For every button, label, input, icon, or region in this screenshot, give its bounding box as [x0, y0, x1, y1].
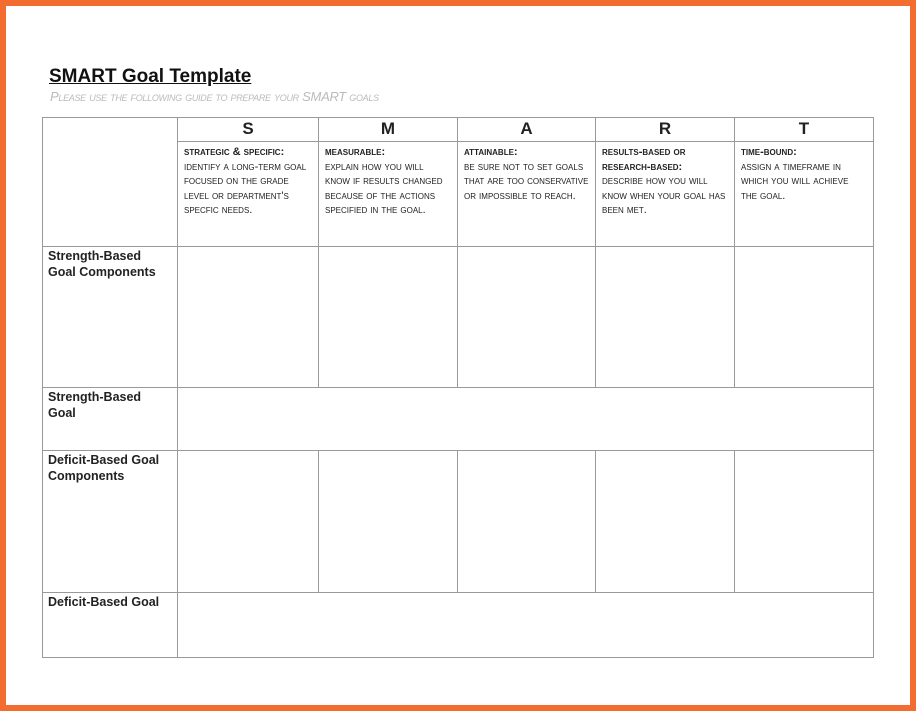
entry-cell[interactable] — [178, 451, 319, 593]
criteria-heading: attainable: — [464, 146, 518, 158]
row-label: Deficit-Based Goal Components — [42, 451, 178, 593]
entry-cell[interactable] — [596, 247, 735, 388]
row-label: Strength-Based Goal Components — [42, 247, 178, 388]
criteria-text: be sure not to set goals that are too conservative or impossible to reach. — [464, 160, 589, 202]
letter-header: S — [178, 117, 319, 142]
criteria-description — [319, 142, 458, 247]
letter-header: T — [735, 117, 874, 142]
criteria-text: identify a long-term goal focused on the grade level or department's specfic needs. — [184, 160, 307, 216]
letter-header: M — [319, 117, 458, 142]
criteria-description — [178, 142, 319, 247]
criteria-description — [596, 142, 735, 247]
criteria-heading: time-bound: — [741, 146, 797, 158]
entry-cell[interactable] — [319, 247, 458, 388]
corner-cell — [42, 117, 178, 247]
row-label: Deficit-Based Goal — [42, 593, 178, 658]
goal-entry-cell[interactable] — [178, 593, 874, 658]
entry-cell[interactable] — [596, 451, 735, 593]
criteria-description — [735, 142, 874, 247]
criteria-heading: measurable: — [325, 146, 386, 158]
page-title: SMART Goal Template — [49, 66, 252, 87]
entry-cell[interactable] — [319, 451, 458, 593]
criteria-text: describe how you will know when your goal has been met. — [602, 175, 726, 216]
criteria-text: assign a timeframe in which you will achieve the goal. — [741, 160, 849, 202]
entry-cell[interactable] — [735, 451, 874, 593]
page-subtitle: Please use the following guide to prepare your SMART goals — [50, 89, 379, 104]
criteria-description — [458, 142, 596, 247]
row-label: Strength-Based Goal — [42, 388, 178, 451]
entry-cell[interactable] — [735, 247, 874, 388]
criteria-heading: results-based or research-based: — [602, 146, 686, 173]
goal-entry-cell[interactable] — [178, 388, 874, 451]
criteria-heading: strategic & specific: — [184, 146, 285, 158]
letter-header: A — [458, 117, 596, 142]
entry-cell[interactable] — [458, 451, 596, 593]
letter-header: R — [596, 117, 735, 142]
entry-cell[interactable] — [178, 247, 319, 388]
criteria-text: explain how you will know if results changed because of the actions specified in the goal. — [325, 160, 443, 216]
entry-cell[interactable] — [458, 247, 596, 388]
